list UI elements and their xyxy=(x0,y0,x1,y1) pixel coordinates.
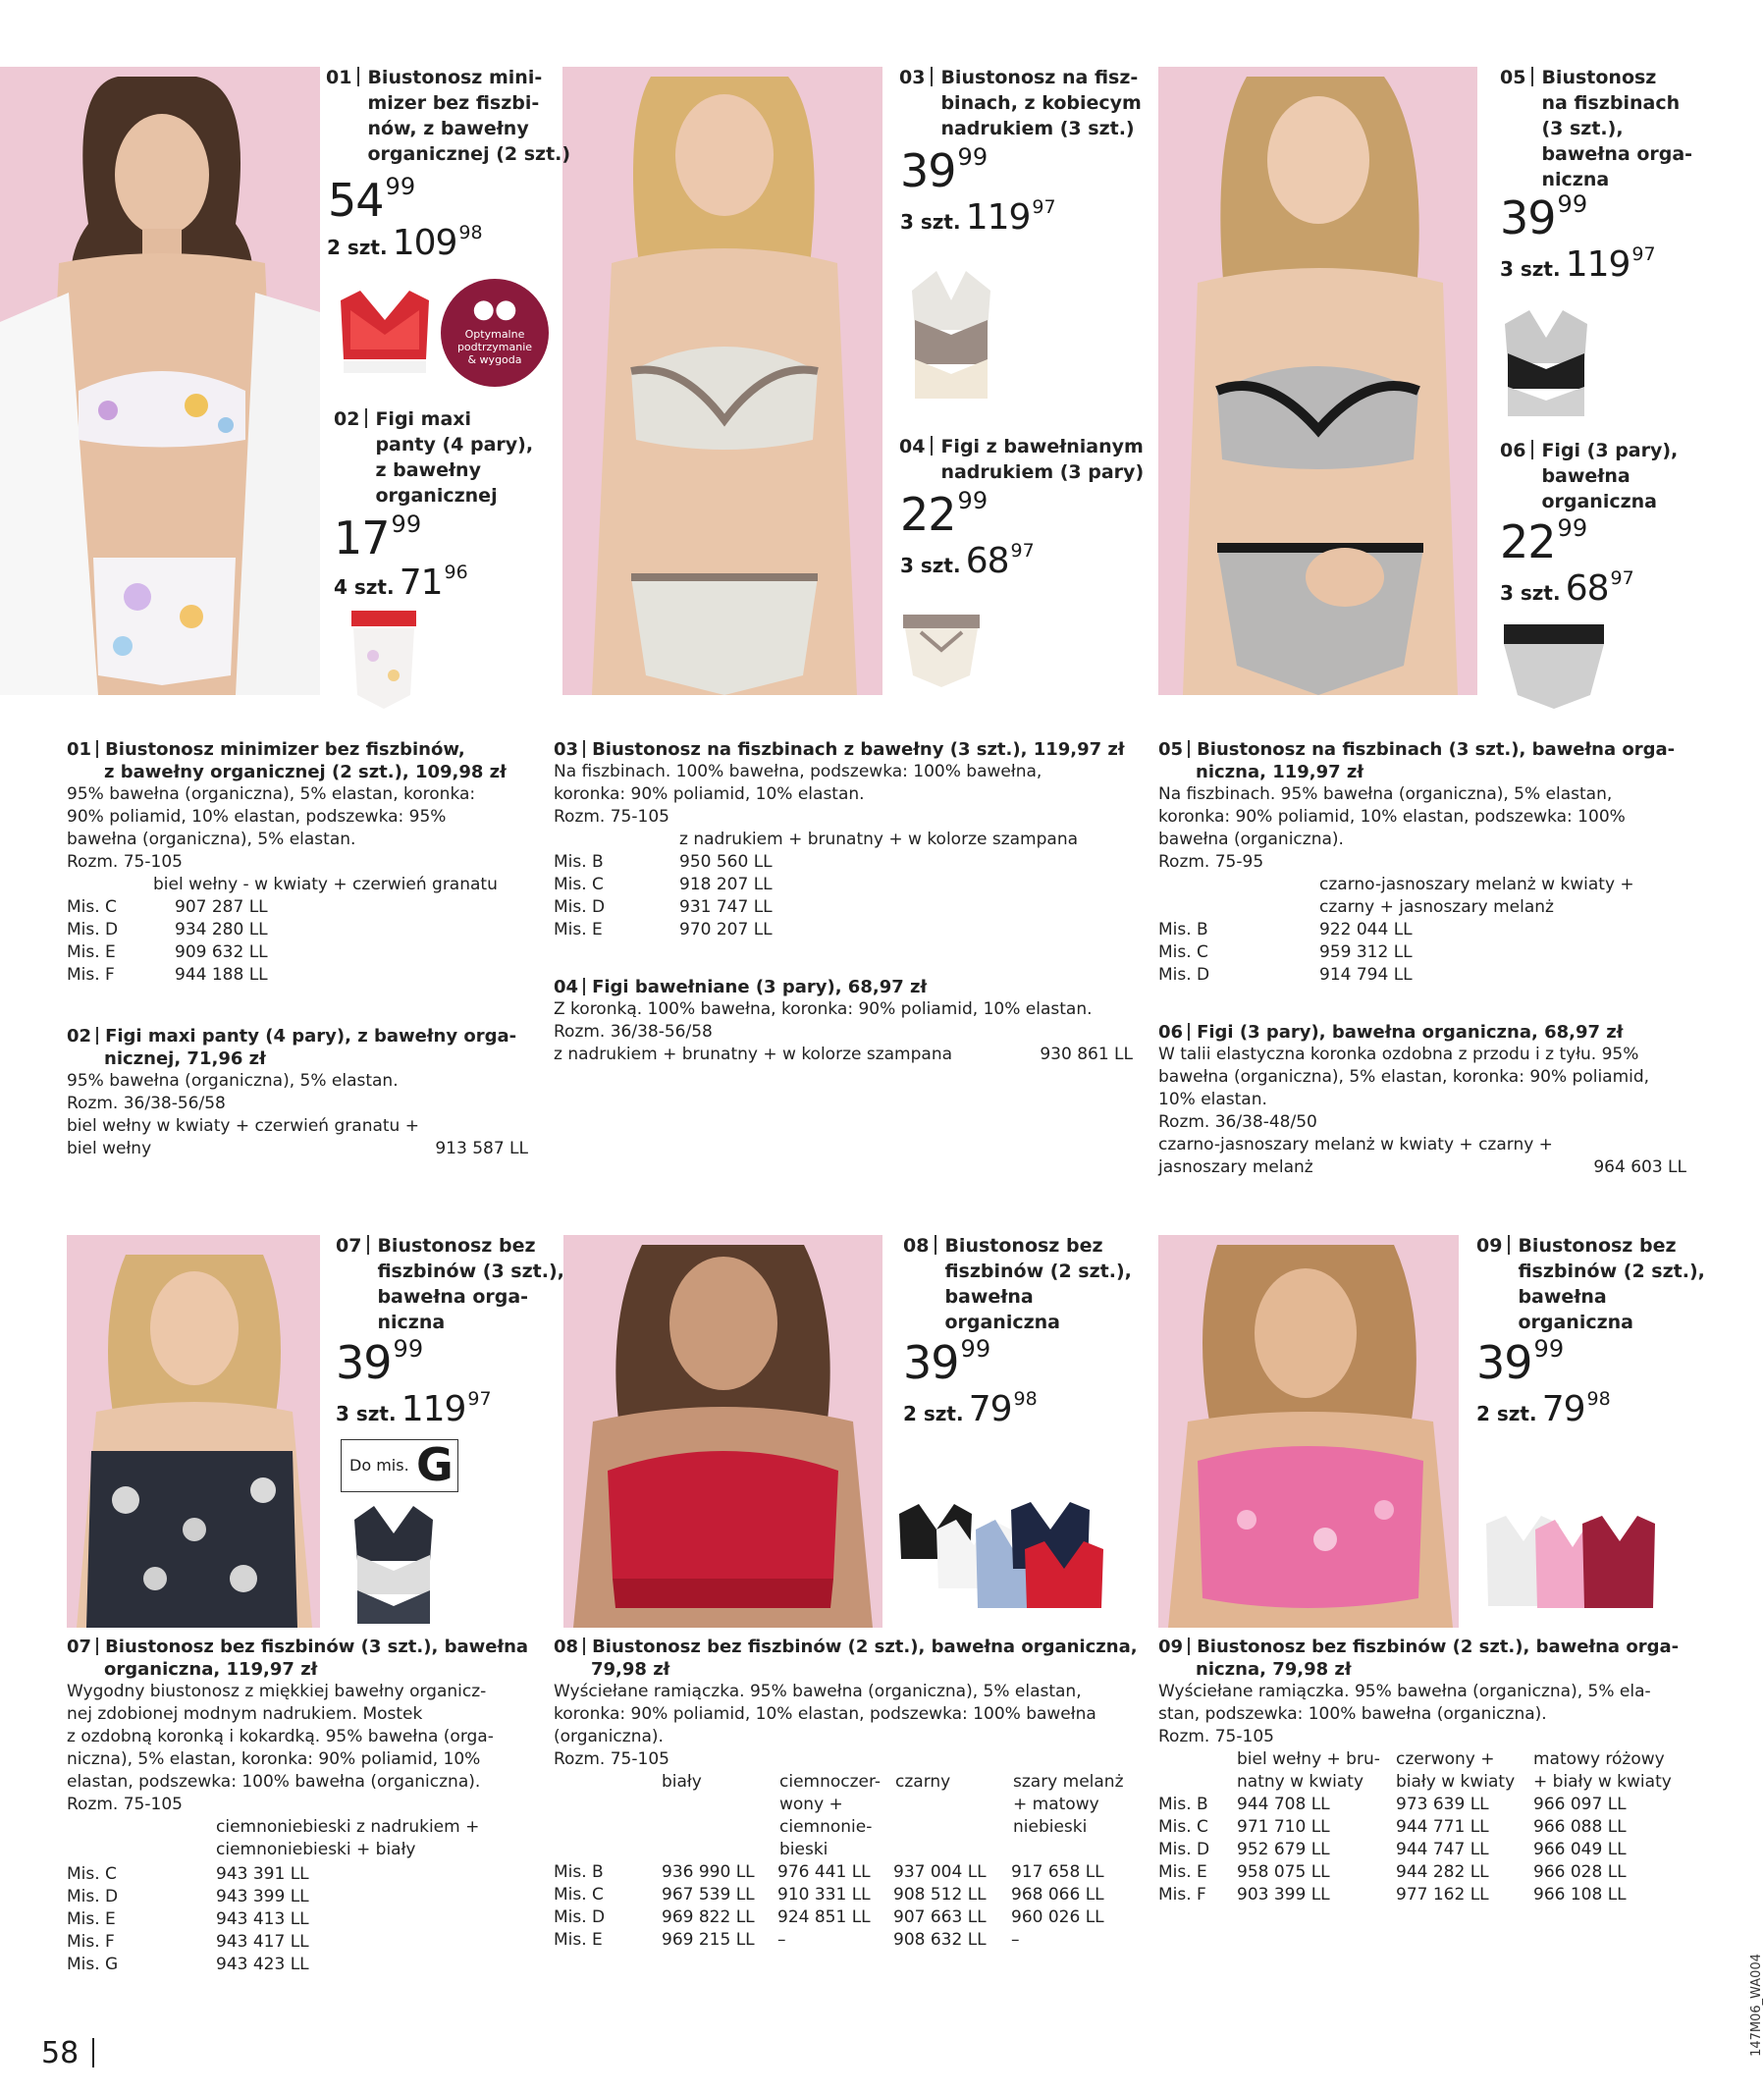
table-row: Mis. D 931 747 LL xyxy=(554,897,773,917)
multi-price-07: 3 szt. 119 97 xyxy=(336,1388,492,1429)
detail-title: 01 Biustonosz minimizer bez fiszbinów, xyxy=(67,739,465,760)
detail-text: bawełna (organiczna), 5% elastan. xyxy=(67,830,356,849)
detail-text: nej zdobionej modnym nadrukiem. Mostek xyxy=(67,1704,423,1724)
detail-block-02 xyxy=(67,1025,528,1160)
table-row: Mis. D 934 280 LL xyxy=(67,920,268,940)
detail-text: stan, podszewka: 100% bawełna (organiczna). xyxy=(1158,1704,1547,1724)
table-row: Mis. E 943 413 LL xyxy=(67,1909,309,1929)
detail-text: elastan, podszewka: 100% bawełna (organiczna). xyxy=(67,1772,481,1792)
product-photo-07 xyxy=(67,1235,320,1628)
title-line: fiszbinów (3 szt.), xyxy=(377,1261,564,1282)
title-line: bawełna orga- xyxy=(377,1286,529,1308)
detail-text: bawełna (organiczna). xyxy=(1158,830,1344,849)
detail-text: 95% bawełna (organiczna), 5% elastan. xyxy=(67,1071,399,1091)
detail-text: W talii elastyczna koronka ozdobna z przodu i z tyłu. 95% xyxy=(1158,1045,1639,1064)
price-05: 3999 xyxy=(1500,190,1588,244)
detail-text: Rozm. 75-105 xyxy=(1158,1727,1274,1746)
product-thumb-05 xyxy=(1500,304,1592,420)
price-07: 3999 xyxy=(336,1335,424,1389)
title-line: niczna xyxy=(1541,169,1610,190)
title-line: binach, z kobiecym xyxy=(940,92,1142,114)
table-header: biały ciemnoczer- wony + ciemnonie- bieski czarny szary melanż + matowy niebieski xyxy=(662,1772,1124,1859)
title-line: na fiszbinach xyxy=(1541,92,1681,114)
detail-text: Rozm. 75-105 xyxy=(67,1795,183,1814)
detail-text: 90% poliamid, 10% elastan, podszewka: 95% xyxy=(67,807,447,827)
table-row: Mis. B 950 560 LL xyxy=(554,852,773,872)
detail-text: z ozdobną koronką i kokardką. 95% bawełna (orga- xyxy=(67,1727,494,1746)
title-line: nadrukiem (3 szt.) xyxy=(940,118,1135,139)
product-title-07: 07 Biustonosz bez fiszbinów (3 szt.), bawełna orga- niczna xyxy=(336,1235,564,1333)
column-header: z nadrukiem + brunatny + w kolorze szampana xyxy=(679,830,1079,849)
detail-text: niczna), 5% elastan, koronka: 90% poliamid, 10% xyxy=(67,1749,481,1769)
title-line: (3 szt.), xyxy=(1541,118,1624,139)
product-thumb-08 xyxy=(897,1500,1109,1618)
table-row: Mis. C 967 539 LL 910 331 LL 908 512 LL 968 066 LL xyxy=(554,1885,1104,1905)
product-thumb-01 xyxy=(336,281,434,379)
table-row: Mis. D 943 399 LL xyxy=(67,1887,309,1906)
table-row: Mis. B 944 708 LL 973 639 LL 966 097 LL xyxy=(1158,1795,1627,1814)
detail-text: Rozm. 75-105 xyxy=(67,852,183,872)
table-row: Mis. B 936 990 LL 976 441 LL 937 004 LL 917 658 LL xyxy=(554,1862,1104,1882)
detail-block-05 xyxy=(1158,738,1698,987)
badge-line: & wygoda xyxy=(467,353,522,366)
product-photo-01 xyxy=(0,67,320,695)
column-header: czarno-jasnoszary melanż w kwiaty + xyxy=(1319,875,1634,894)
table-row: Mis. B 922 044 LL xyxy=(1158,920,1413,940)
detail-title: 07 Biustonosz bez fiszbinów (3 szt.), bawełna xyxy=(67,1637,529,1657)
product-photo-09 xyxy=(1158,1235,1459,1628)
detail-text: Rozm. 36/38-48/50 xyxy=(1158,1112,1317,1132)
title-line: Figi z bawełnianym xyxy=(940,436,1144,457)
title-line: Biustonosz bez xyxy=(377,1235,536,1257)
price-08: 3999 xyxy=(903,1335,991,1389)
multi-price-06: 3 szt. 68 97 xyxy=(1500,567,1634,609)
title-line: Biustonosz na fisz- xyxy=(940,67,1139,88)
title-line: mizer bez fiszbi- xyxy=(367,92,540,114)
title-line: z bawełny xyxy=(375,459,481,481)
product-thumb-03 xyxy=(907,261,995,404)
detail-text: 95% bawełna (organiczna), 5% elastan, koronka: xyxy=(67,784,476,804)
price-01: 5499 xyxy=(328,173,416,227)
title-line: organiczna xyxy=(1518,1312,1634,1333)
product-title-06: 06 Figi (3 pary), bawełna organiczna xyxy=(1500,440,1679,512)
detail-text: bawełna (organiczna), 5% elastan, koronka: 90% poliamid, xyxy=(1158,1067,1650,1087)
multi-price-01: 2 szt. 109 98 xyxy=(327,222,483,263)
product-title-05: 05 Biustonosz na fiszbinach (3 szt.), bawełna orga- niczna xyxy=(1500,67,1693,190)
product-thumb-09 xyxy=(1484,1512,1657,1610)
price-04: 2299 xyxy=(900,487,989,541)
detail-text: Rozm. 36/38-56/58 xyxy=(67,1094,226,1113)
title-line: bawełna xyxy=(1541,465,1630,487)
detail-title: z bawełny organicznej (2 szt.), 109,98 zł xyxy=(104,762,507,782)
table-row: Mis. F 903 399 LL 977 162 LL 966 108 LL xyxy=(1158,1885,1627,1905)
table-row: Mis. C 907 287 LL xyxy=(67,897,268,917)
product-title-03: 03 Biustonosz na fisz- binach, z kobiecym nadrukiem (3 szt.) xyxy=(899,67,1142,139)
detail-title: nicznej, 71,96 zł xyxy=(104,1048,266,1069)
title-line: Figi maxi xyxy=(375,408,472,430)
detail-title: 02 Figi maxi panty (4 pary), z bawełny orga- xyxy=(67,1026,517,1047)
detail-text: Rozm. 36/38-56/58 xyxy=(554,1022,713,1042)
title-line: bawełna orga- xyxy=(1541,143,1693,165)
table-row: Mis. E 969 215 LL – 908 632 LL – xyxy=(554,1930,1020,1950)
detail-block-01 xyxy=(67,738,528,987)
detail-text: koronka: 90% poliamid, 10% elastan. xyxy=(554,784,865,804)
product-title-08: 08 Biustonosz bez fiszbinów (2 szt.), bawełna organiczna xyxy=(903,1235,1132,1333)
detail-text: Wyściełane ramiączka. 95% bawełna (organiczna), 5% ela- xyxy=(1158,1682,1651,1701)
title-line: panty (4 pary), xyxy=(375,434,534,456)
table-header: biel wełny + bru- natny w kwiaty czerwony + biały w kwiaty matowy różowy + biały w kwiaty xyxy=(1237,1749,1672,1792)
table-row: z nadrukiem + brunatny + w kolorze szampana 930 861 LL xyxy=(554,1045,1133,1064)
multi-price-02: 4 szt. 71 96 xyxy=(334,562,468,603)
product-title-04: 04 Figi z bawełnianym nadrukiem (3 pary) xyxy=(899,436,1145,483)
table-row: Mis. F 943 417 LL xyxy=(67,1932,309,1952)
detail-title: 79,98 zł xyxy=(591,1659,670,1680)
detail-text: Rozm. 75-95 xyxy=(1158,852,1264,872)
product-photo-05 xyxy=(1158,67,1477,695)
title-line: fiszbinów (2 szt.), xyxy=(944,1261,1132,1282)
table-row: Mis. D 914 794 LL xyxy=(1158,965,1413,985)
table-row: Mis. D 969 822 LL 924 851 LL 907 663 LL 960 026 LL xyxy=(554,1907,1104,1927)
title-line: Biustonosz bez xyxy=(944,1235,1103,1257)
table-row: Mis. E 970 207 LL xyxy=(554,920,773,940)
cup-size-badge: Do mis. G xyxy=(341,1439,458,1492)
title-line: organicznej xyxy=(375,485,498,507)
detail-text: Wyściełane ramiączka. 95% bawełna (organiczna), 5% elastan, xyxy=(554,1682,1082,1701)
title-line: fiszbinów (2 szt.), xyxy=(1518,1261,1705,1282)
badge-line: podtrzymanie xyxy=(456,341,533,353)
table-row: Mis. C 971 710 LL 944 771 LL 966 088 LL xyxy=(1158,1817,1627,1837)
title-line: bawełna xyxy=(1518,1286,1607,1308)
table-row: Mis. C 959 312 LL xyxy=(1158,942,1413,962)
table-row: Mis. E 958 075 LL 944 282 LL 966 028 LL xyxy=(1158,1862,1627,1882)
table-row: Mis. C 918 207 LL xyxy=(554,875,773,894)
detail-text: koronka: 90% poliamid, 10% elastan, podszewka: 100% xyxy=(1158,807,1626,827)
title-line: organicznej (2 szt.) xyxy=(367,143,571,165)
product-title-02: 02 Figi maxi panty (4 pary), z bawełny organicznej xyxy=(334,408,534,507)
table-row: jasnoszary melanż 964 603 LL xyxy=(1158,1157,1686,1177)
price-02: 1799 xyxy=(334,510,422,564)
page-number: 58 xyxy=(41,2036,94,2070)
detail-block-07 xyxy=(67,1636,538,1976)
detail-title: 09 Biustonosz bez fiszbinów (2 szt.), bawełna orga- xyxy=(1158,1637,1680,1657)
detail-text: (organiczna). xyxy=(554,1727,664,1746)
table-row: Mis. G 943 423 LL xyxy=(67,1955,309,1974)
multi-price-03: 3 szt. 119 97 xyxy=(900,196,1056,238)
detail-title: 08 Biustonosz bez fiszbinów (2 szt.), bawełna organiczna, xyxy=(554,1637,1138,1657)
comfort-badge xyxy=(441,279,549,387)
detail-block-03 xyxy=(554,738,1133,941)
product-thumb-02 xyxy=(349,607,418,715)
detail-text: Na fiszbinach. 100% bawełna, podszewka: 100% bawełna, xyxy=(554,762,1042,781)
detail-text: Na fiszbinach. 95% bawełna (organiczna), 5% elastan, xyxy=(1158,784,1613,804)
column-header: biel wełny - w kwiaty + czerwień granatu xyxy=(153,875,498,894)
table-row: Mis. F 944 188 LL xyxy=(67,965,268,985)
bra-icon: ●● xyxy=(472,295,517,324)
price-06: 2299 xyxy=(1500,514,1588,568)
multi-price-05: 3 szt. 119 97 xyxy=(1500,243,1656,285)
title-line: bawełna xyxy=(944,1286,1034,1308)
column-header: ciemnoniebieski + biały xyxy=(216,1840,416,1859)
detail-text: Z koronką. 100% bawełna, koronka: 90% poliamid, 10% elastan. xyxy=(554,999,1093,1019)
title-line: nadrukiem (3 pary) xyxy=(940,461,1145,483)
product-thumb-07 xyxy=(349,1500,438,1628)
multi-price-08: 2 szt. 79 98 xyxy=(903,1388,1038,1429)
product-thumb-04 xyxy=(901,611,982,689)
column-header: czarny + jasnoszary melanż xyxy=(1319,897,1554,917)
product-title-01: 01 Biustonosz mini- mizer bez fiszbi- nów, z bawełny organicznej (2 szt.) xyxy=(326,67,571,165)
price-09: 3999 xyxy=(1476,1335,1565,1389)
title-line: Biustonosz bez xyxy=(1518,1235,1677,1257)
detail-title: niczna, 119,97 zł xyxy=(1196,762,1364,782)
detail-title: 06 Figi (3 pary), bawełna organiczna, 68,97 zł xyxy=(1158,1022,1624,1043)
detail-text: koronka: 90% poliamid, 10% elastan, podszewka: 100% bawełna xyxy=(554,1704,1096,1724)
detail-title: 03 Biustonosz na fiszbinach z bawełny (3 szt.), 119,97 zł xyxy=(554,739,1125,760)
detail-title: niczna, 79,98 zł xyxy=(1196,1659,1352,1680)
badge-line: Optymalne xyxy=(464,328,525,341)
table-row: Mis. E 909 632 LL xyxy=(67,942,268,962)
detail-block-04 xyxy=(554,976,1133,1066)
detail-text: Rozm. 75-105 xyxy=(554,807,669,827)
detail-text: Wygodny biustonosz z miękkiej bawełny organicz- xyxy=(67,1682,487,1701)
price-03: 3999 xyxy=(900,143,989,197)
title-line: organiczna xyxy=(1541,491,1658,512)
detail-text: 10% elastan. xyxy=(1158,1090,1267,1109)
detail-title: organiczna, 119,97 zł xyxy=(104,1659,318,1680)
detail-block-06 xyxy=(1158,1021,1686,1179)
column-header: ciemnoniebieski z nadrukiem + xyxy=(216,1817,480,1837)
detail-block-08 xyxy=(554,1636,1143,1952)
product-photo-03 xyxy=(562,67,882,695)
title-line: Figi (3 pary), xyxy=(1541,440,1679,461)
title-line: Biustonosz xyxy=(1541,67,1657,88)
detail-title: 04 Figi bawełniane (3 pary), 68,97 zł xyxy=(554,977,928,997)
title-line: Biustonosz mini- xyxy=(367,67,543,88)
title-line: nów, z bawełny xyxy=(367,118,529,139)
detail-block-09 xyxy=(1158,1636,1708,1906)
product-photo-08 xyxy=(563,1235,882,1628)
multi-price-04: 3 szt. 68 97 xyxy=(900,540,1035,581)
detail-text: czarno-jasnoszary melanż w kwiaty + czarny + xyxy=(1158,1135,1553,1154)
detail-text: Rozm. 75-105 xyxy=(554,1749,669,1769)
detail-text: biel wełny w kwiaty + czerwień granatu + xyxy=(67,1116,419,1136)
detail-title: 05 Biustonosz na fiszbinach (3 szt.), bawełna orga- xyxy=(1158,739,1676,760)
multi-price-09: 2 szt. 79 98 xyxy=(1476,1388,1611,1429)
title-line: niczna xyxy=(377,1312,446,1333)
table-row: biel wełny 913 587 LL xyxy=(67,1139,528,1158)
table-row: Mis. D 952 679 LL 944 747 LL 966 049 LL xyxy=(1158,1840,1627,1859)
product-thumb-06 xyxy=(1500,622,1608,711)
catalog-code: 147M06_WA004 xyxy=(1749,1954,1764,2057)
title-line: organiczna xyxy=(944,1312,1061,1333)
table-row: Mis. C 943 391 LL xyxy=(67,1864,309,1884)
product-title-09: 09 Biustonosz bez fiszbinów (2 szt.), bawełna organiczna xyxy=(1476,1235,1705,1333)
